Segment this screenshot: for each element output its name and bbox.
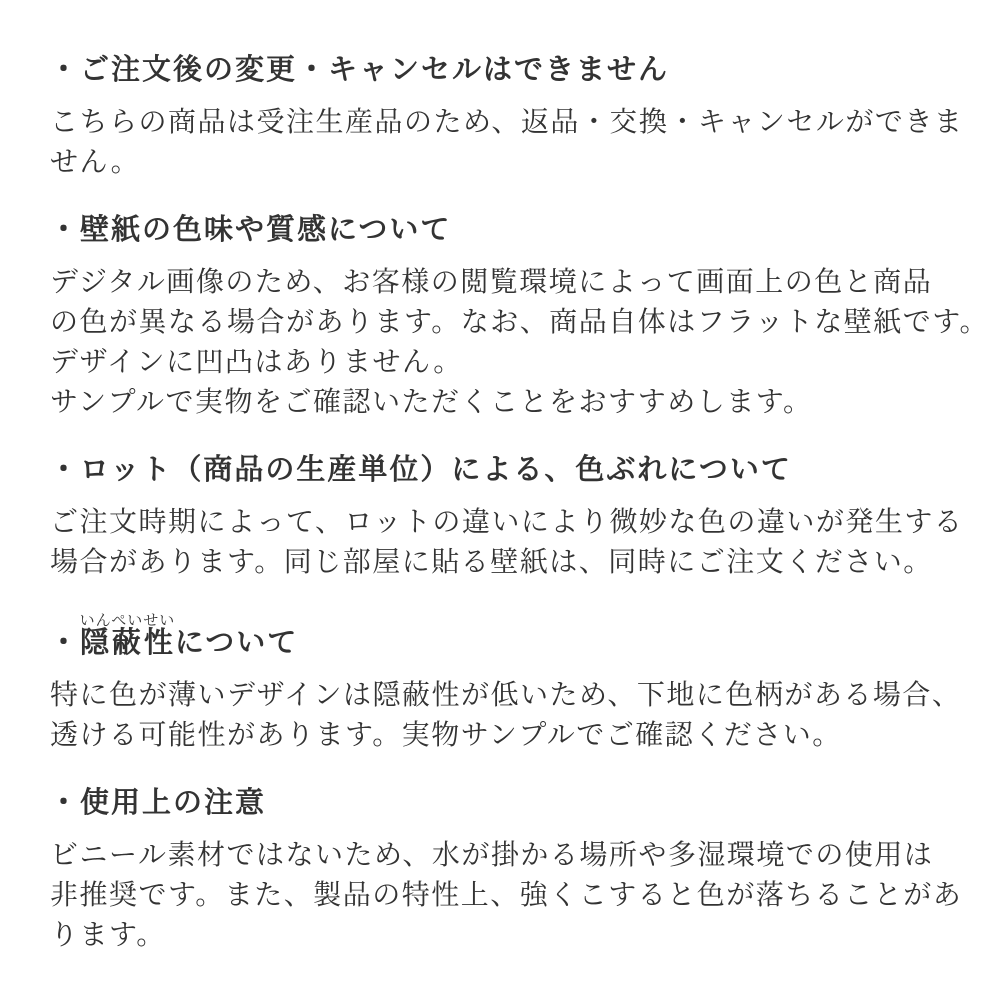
body-line: ご注文時期によって、ロットの違いにより微妙な色の違いが発生する <box>50 506 964 537</box>
section-heading-text: ロット（商品の生産単位）による、色ぶれについて <box>80 454 792 486</box>
body-line: 特に色が薄いデザインは隠蔽性が低いため、下地に色柄がある場合、 <box>50 679 962 710</box>
section-opacity <box>30 612 965 755</box>
body-line: ビニール素材ではないため、水が掛かる場所や多湿環境での使用は <box>50 839 934 870</box>
section-heading <box>30 52 965 88</box>
section-body <box>30 262 989 422</box>
body-line: 透ける可能性があります。実物サンプルでご確認ください。 <box>50 719 842 750</box>
section-heading-text: 壁紙の色味や質感について <box>80 214 452 246</box>
section-lot-color-variation <box>30 452 965 582</box>
body-line: デジタル画像のため、お客様の閲覧環境によって画面上の色と商品 <box>50 266 933 297</box>
body-line: 場合があります。同じ部屋に貼る壁紙は、同時にご注文ください。 <box>50 546 933 577</box>
ruby-base-text: 隠蔽性 <box>79 627 176 659</box>
section-heading-text: について <box>174 627 299 659</box>
body-line: ります。 <box>50 919 166 950</box>
section-cancellation-policy <box>30 52 965 182</box>
section-body <box>30 502 965 582</box>
section-heading <box>30 212 965 248</box>
section-heading <box>30 785 965 821</box>
section-color-texture <box>30 212 989 422</box>
body-line: の色が異なる場合があります。なお、商品自体はフラットな壁紙です。 <box>50 306 989 337</box>
body-line: 非推奨です。また、製品の特性上、強くこすると色が落ちることがあ <box>50 879 963 910</box>
bullet-marker: ・ <box>49 787 81 819</box>
section-heading-text: 使用上の注意 <box>80 787 267 819</box>
section-heading <box>30 612 965 661</box>
furigana-text: いんぺいせい <box>79 612 176 629</box>
section-heading <box>30 452 965 488</box>
bullet-marker: ・ <box>49 627 81 659</box>
section-body <box>30 675 965 755</box>
bullet-marker: ・ <box>49 214 81 246</box>
body-line: こちらの商品は受注生産品のため、返品・交換・キャンセルができま <box>50 106 964 137</box>
bullet-marker: ・ <box>49 454 81 486</box>
section-heading-text: ご注文後の変更・キャンセルはできません <box>80 54 670 86</box>
body-line: デザインに凹凸はありません。 <box>50 346 463 377</box>
section-body <box>30 102 965 182</box>
bullet-marker: ・ <box>49 54 81 86</box>
section-body <box>30 835 965 955</box>
ruby-heading <box>79 612 176 659</box>
body-line: せん。 <box>50 146 141 177</box>
section-usage-caution <box>30 785 965 955</box>
body-line: サンプルで実物をご確認いただくことをおすすめします。 <box>50 386 813 417</box>
